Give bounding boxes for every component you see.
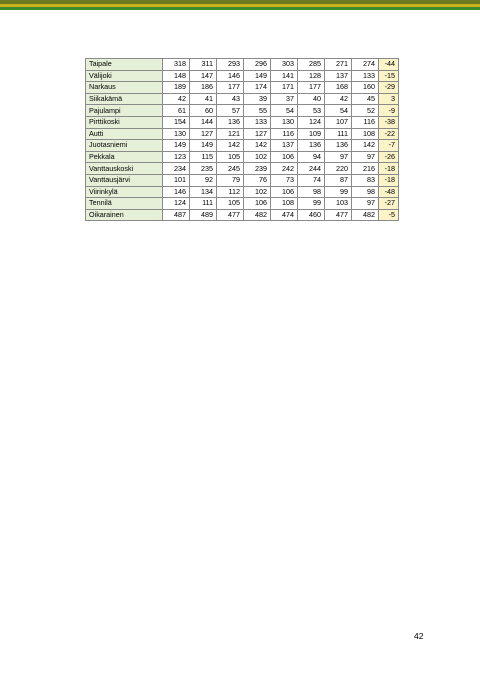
page-number: 42 (414, 631, 424, 641)
population-value-cell: 128 (298, 70, 325, 82)
population-value-cell: 92 (190, 174, 217, 186)
population-value-cell: 74 (298, 174, 325, 186)
population-value-cell: 293 (217, 59, 244, 71)
population-value-cell: 39 (244, 93, 271, 105)
population-value-cell: 116 (271, 128, 298, 140)
population-value-cell: 127 (190, 128, 217, 140)
population-value-cell: 239 (244, 163, 271, 175)
table-row (86, 163, 399, 175)
population-value-cell: 127 (244, 128, 271, 140)
population-value-cell: 45 (352, 93, 379, 105)
population-value-cell: 97 (352, 151, 379, 163)
population-value-cell: 98 (352, 186, 379, 198)
population-value-cell: 42 (325, 93, 352, 105)
village-name-cell: Pajulampi (86, 105, 163, 117)
population-change-cell: -18 (379, 163, 399, 175)
population-value-cell: 79 (217, 174, 244, 186)
population-value-cell: 116 (352, 116, 379, 128)
population-value-cell: 149 (163, 140, 190, 152)
population-value-cell: 271 (325, 59, 352, 71)
table-row (86, 140, 399, 152)
population-value-cell: 216 (352, 163, 379, 175)
population-change-cell: -27 (379, 198, 399, 210)
population-value-cell: 42 (163, 93, 190, 105)
village-name-cell: Taipale (86, 59, 163, 71)
village-name-cell: Tennilä (86, 198, 163, 210)
population-value-cell: 101 (163, 174, 190, 186)
population-value-cell: 83 (352, 174, 379, 186)
village-name-cell: Narkaus (86, 82, 163, 94)
population-value-cell: 477 (325, 209, 352, 221)
population-value-cell: 102 (244, 186, 271, 198)
population-value-cell: 112 (217, 186, 244, 198)
population-change-cell: 3 (379, 93, 399, 105)
population-value-cell: 296 (244, 59, 271, 71)
population-value-cell: 318 (163, 59, 190, 71)
table-row (86, 128, 399, 140)
table-row (86, 70, 399, 82)
population-value-cell: 136 (217, 116, 244, 128)
population-value-cell: 142 (217, 140, 244, 152)
population-value-cell: 106 (244, 198, 271, 210)
population-value-cell: 107 (325, 116, 352, 128)
population-value-cell: 54 (325, 105, 352, 117)
population-value-cell: 53 (298, 105, 325, 117)
population-value-cell: 154 (163, 116, 190, 128)
population-value-cell: 106 (271, 151, 298, 163)
table-row (86, 198, 399, 210)
population-value-cell: 37 (271, 93, 298, 105)
population-value-cell: 142 (244, 140, 271, 152)
population-value-cell: 124 (298, 116, 325, 128)
population-value-cell: 303 (271, 59, 298, 71)
population-value-cell: 123 (163, 151, 190, 163)
population-value-cell: 98 (298, 186, 325, 198)
village-name-cell: Siikakämä (86, 93, 163, 105)
table-row (86, 105, 399, 117)
population-value-cell: 244 (298, 163, 325, 175)
population-value-cell: 144 (190, 116, 217, 128)
population-change-cell: -22 (379, 128, 399, 140)
table-row (86, 116, 399, 128)
population-value-cell: 133 (244, 116, 271, 128)
population-value-cell: 105 (217, 151, 244, 163)
village-name-cell: Viirinkylä (86, 186, 163, 198)
population-change-cell: -9 (379, 105, 399, 117)
population-value-cell: 134 (190, 186, 217, 198)
population-change-cell: -38 (379, 116, 399, 128)
population-value-cell: 137 (271, 140, 298, 152)
population-value-cell: 115 (190, 151, 217, 163)
population-value-cell: 171 (271, 82, 298, 94)
population-change-cell: -29 (379, 82, 399, 94)
population-change-cell: -15 (379, 70, 399, 82)
village-name-cell: Vanttausjärvi (86, 174, 163, 186)
population-value-cell: 482 (244, 209, 271, 221)
population-value-cell: 111 (325, 128, 352, 140)
population-value-cell: 103 (325, 198, 352, 210)
population-value-cell: 76 (244, 174, 271, 186)
population-change-cell: -5 (379, 209, 399, 221)
population-value-cell: 133 (352, 70, 379, 82)
population-change-cell: -26 (379, 151, 399, 163)
village-name-cell: Välijoki (86, 70, 163, 82)
population-value-cell: 474 (271, 209, 298, 221)
population-value-cell: 149 (244, 70, 271, 82)
village-name-cell: Pekkala (86, 151, 163, 163)
table-row (86, 209, 399, 221)
population-value-cell: 57 (217, 105, 244, 117)
population-value-cell: 160 (352, 82, 379, 94)
population-value-cell: 245 (217, 163, 244, 175)
table-row (86, 151, 399, 163)
population-value-cell: 177 (217, 82, 244, 94)
population-value-cell: 234 (163, 163, 190, 175)
table-row (86, 186, 399, 198)
population-value-cell: 141 (271, 70, 298, 82)
population-value-cell: 168 (325, 82, 352, 94)
population-value-cell: 108 (352, 128, 379, 140)
population-value-cell: 142 (352, 140, 379, 152)
population-value-cell: 61 (163, 105, 190, 117)
population-value-cell: 111 (190, 198, 217, 210)
population-value-cell: 102 (244, 151, 271, 163)
population-value-cell: 460 (298, 209, 325, 221)
population-value-cell: 311 (190, 59, 217, 71)
table-row (86, 174, 399, 186)
village-name-cell: Juotasniemi (86, 140, 163, 152)
population-value-cell: 149 (190, 140, 217, 152)
population-value-cell: 124 (163, 198, 190, 210)
population-value-cell: 55 (244, 105, 271, 117)
village-name-cell: Pirttikoski (86, 116, 163, 128)
village-name-cell: Vanttauskoski (86, 163, 163, 175)
village-name-cell: Oikarainen (86, 209, 163, 221)
population-change-cell: -18 (379, 174, 399, 186)
population-value-cell: 105 (217, 198, 244, 210)
population-value-cell: 137 (325, 70, 352, 82)
population-value-cell: 186 (190, 82, 217, 94)
population-value-cell: 242 (271, 163, 298, 175)
population-change-cell: -44 (379, 59, 399, 71)
population-value-cell: 52 (352, 105, 379, 117)
population-value-cell: 477 (217, 209, 244, 221)
population-value-cell: 147 (190, 70, 217, 82)
population-value-cell: 136 (325, 140, 352, 152)
population-value-cell: 189 (163, 82, 190, 94)
population-value-cell: 73 (271, 174, 298, 186)
table-row (86, 82, 399, 94)
population-change-cell: -48 (379, 186, 399, 198)
population-value-cell: 174 (244, 82, 271, 94)
table-row (86, 93, 399, 105)
population-value-cell: 235 (190, 163, 217, 175)
population-value-cell: 97 (325, 151, 352, 163)
population-value-cell: 109 (298, 128, 325, 140)
population-value-cell: 130 (163, 128, 190, 140)
population-change-cell: -7 (379, 140, 399, 152)
population-value-cell: 106 (271, 186, 298, 198)
population-value-cell: 482 (352, 209, 379, 221)
population-value-cell: 177 (298, 82, 325, 94)
population-value-cell: 54 (271, 105, 298, 117)
population-value-cell: 489 (190, 209, 217, 221)
population-value-cell: 487 (163, 209, 190, 221)
population-value-cell: 285 (298, 59, 325, 71)
population-value-cell: 146 (217, 70, 244, 82)
population-value-cell: 43 (217, 93, 244, 105)
population-value-cell: 41 (190, 93, 217, 105)
population-value-cell: 60 (190, 105, 217, 117)
header-band-green (0, 7, 480, 10)
population-value-cell: 99 (325, 186, 352, 198)
population-value-cell: 274 (352, 59, 379, 71)
population-value-cell: 136 (298, 140, 325, 152)
population-value-cell: 220 (325, 163, 352, 175)
table-row (86, 59, 399, 71)
population-value-cell: 99 (298, 198, 325, 210)
population-value-cell: 87 (325, 174, 352, 186)
village-name-cell: Autti (86, 128, 163, 140)
population-value-cell: 130 (271, 116, 298, 128)
population-value-cell: 40 (298, 93, 325, 105)
village-population-table (85, 58, 399, 221)
population-value-cell: 121 (217, 128, 244, 140)
population-value-cell: 148 (163, 70, 190, 82)
population-value-cell: 97 (352, 198, 379, 210)
population-value-cell: 146 (163, 186, 190, 198)
population-value-cell: 94 (298, 151, 325, 163)
table-body (86, 59, 399, 221)
population-value-cell: 108 (271, 198, 298, 210)
